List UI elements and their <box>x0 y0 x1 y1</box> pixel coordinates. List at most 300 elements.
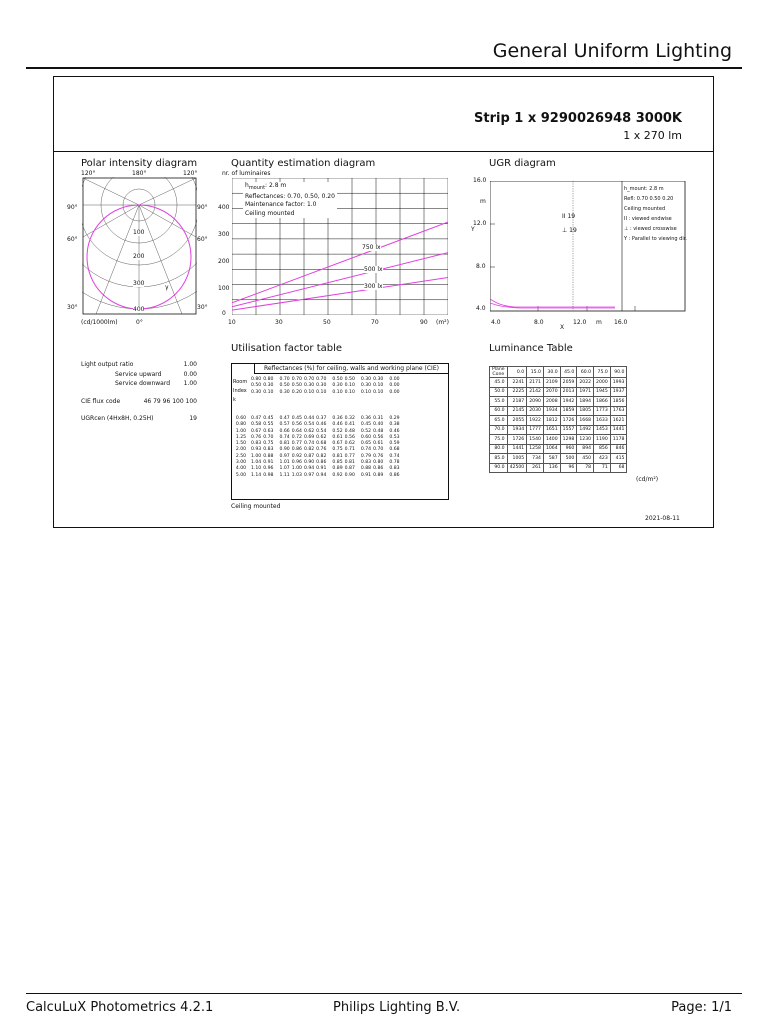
lum-cell: 1773 <box>594 406 611 416</box>
util-cell: 0.61 <box>332 434 343 440</box>
util-cell: 0.30 <box>251 389 262 395</box>
util-cell: 0.97 <box>279 453 290 459</box>
util-cell: 0.10 <box>303 389 315 395</box>
lum-cell: 1557 <box>560 425 577 435</box>
util-cell: 0.30 <box>373 377 384 382</box>
lum-cell: 1621 <box>610 416 627 426</box>
lum-row <box>490 406 627 416</box>
util-cell: 0.94 <box>316 472 327 478</box>
product-flux: 1 x 270 lm <box>623 129 682 142</box>
lum-cell: 1540 <box>527 435 544 445</box>
quantity-xtick-30: 30 <box>275 319 283 326</box>
polar-label-30-right: 30° <box>197 304 208 311</box>
util-cell: 0.52 <box>332 428 343 434</box>
lum-cell: 2070 <box>543 387 560 397</box>
util-cell: 0.64 <box>291 428 302 434</box>
util-cell: 0.50 <box>279 383 290 389</box>
util-cell: 0.74 <box>303 441 315 447</box>
lum-col-header: 30.0 <box>543 367 560 378</box>
lum-cell: 1763 <box>610 406 627 416</box>
util-cell: 1.00 <box>291 466 302 472</box>
polar-bottom-angle: 0° <box>136 319 143 326</box>
lum-row <box>490 435 627 445</box>
lum-cell: 261 <box>527 463 544 473</box>
footer-rule <box>26 993 742 994</box>
lum-cell: 1492 <box>577 425 594 435</box>
util-cell: 0.66 <box>279 428 290 434</box>
util-table-box <box>231 363 449 500</box>
lum-cell: 846 <box>610 444 627 454</box>
util-cell: 0.88 <box>360 466 372 472</box>
quantity-line-label-300: 300 lx <box>364 283 383 290</box>
lum-cell: 856 <box>594 444 611 454</box>
lum-cell: 1971 <box>577 387 594 397</box>
frame-divider <box>53 151 714 152</box>
lum-cell: 1298 <box>560 435 577 445</box>
lum-cell: 2109 <box>543 378 560 388</box>
util-cell: 0.90 <box>279 447 290 453</box>
util-cell: 0.52 <box>360 428 372 434</box>
util-cell: 0.30 <box>360 377 372 382</box>
polar-label-30-left: 30° <box>67 304 78 311</box>
lum-cell: 423 <box>594 454 611 464</box>
ugr-xletter: X <box>560 324 565 331</box>
polar-r200: 200 <box>133 253 145 260</box>
util-cell: 0.00 <box>389 389 400 395</box>
util-cell: 0.54 <box>316 428 327 434</box>
util-cell: 0.98 <box>263 472 274 478</box>
util-cell: 0.37 <box>316 416 327 421</box>
lum-cell: 71 <box>594 463 611 473</box>
quantity-ytick-300: 300 <box>218 231 230 238</box>
util-cell: 0.83 <box>389 466 400 472</box>
page-title: General Uniform Lighting <box>492 40 732 62</box>
lum-corner: Plane Cone <box>490 367 508 378</box>
util-cell: 0.68 <box>389 447 400 453</box>
util-cell: 0.83 <box>263 447 274 453</box>
util-cell: 0.90 <box>303 460 315 466</box>
quantity-legend <box>243 182 337 218</box>
util-cell: 0.29 <box>389 416 400 421</box>
util-header: Reflectances (%) for ceiling, walls and working plane (CIE) <box>254 364 448 374</box>
util-cell: 0.74 <box>389 453 400 459</box>
lum-cell: 1934 <box>543 406 560 416</box>
lum-cell: 1453 <box>594 425 611 435</box>
util-cell: 0.80 <box>373 460 384 466</box>
util-room-index: 5.00 <box>235 472 247 478</box>
util-cell: 0.87 <box>303 453 315 459</box>
util-cell: 0.70 <box>303 377 315 382</box>
lum-cell: 1651 <box>543 425 560 435</box>
util-cell: 0.10 <box>332 389 343 395</box>
lum-cell: 894 <box>577 444 594 454</box>
quantity-ytick-100: 100 <box>218 285 230 292</box>
ugr-legend-hmount: h_mount: 2.8 m <box>624 186 664 192</box>
util-cell: 0.75 <box>263 441 274 447</box>
quantity-legend-refl: Reflectances: 0.70, 0.50, 0.20 <box>245 192 335 200</box>
util-cell: 0.79 <box>360 453 372 459</box>
util-cell: 0.38 <box>389 422 400 428</box>
ugr-legend-y: Y : Parallel to viewing dir. <box>624 236 687 242</box>
quantity-xtick-50: 50 <box>323 319 331 326</box>
ugr-legend <box>624 184 687 244</box>
util-row <box>232 429 401 435</box>
lum-cell: 2142 <box>527 387 544 397</box>
util-cell: 0.62 <box>344 441 355 447</box>
lum-cell: 2030 <box>527 406 544 416</box>
util-cell: 0.65 <box>360 441 372 447</box>
lum-cone: 80.0 <box>490 444 508 454</box>
util-cell: 1.01 <box>279 460 290 466</box>
util-cell: 0.83 <box>251 441 262 447</box>
summary-cie: CIE flux code 46 79 96 100 100 <box>81 397 197 405</box>
util-cell: 0.30 <box>360 383 372 389</box>
polar-label-120-left: 120° <box>81 170 96 177</box>
quantity-xtick-70: 70 <box>371 319 379 326</box>
lum-cell: 1230 <box>577 435 594 445</box>
lum-cell: 136 <box>543 463 560 473</box>
lum-cell: 1856 <box>610 397 627 407</box>
util-cell: 0.58 <box>251 422 262 428</box>
util-room-index: 1.50 <box>235 441 247 447</box>
util-cell: 0.36 <box>360 416 372 421</box>
util-cell: 0.50 <box>251 383 262 389</box>
util-cell: 0.47 <box>251 416 262 421</box>
footer-page: Page: 1/1 <box>671 1000 732 1015</box>
quantity-line-500-lx <box>232 253 448 307</box>
ugr-mark-endwise: II 19 <box>562 213 576 220</box>
quantity-ytick-400: 400 <box>218 204 230 211</box>
util-cell: 0.89 <box>373 472 384 478</box>
util-cell: 0.87 <box>344 466 355 472</box>
util-cell: 1.14 <box>251 472 262 478</box>
util-cell: 0.96 <box>263 466 274 472</box>
util-cell: 0.30 <box>332 383 343 389</box>
polar-label-120-right: 120° <box>183 170 198 177</box>
util-cell: 0.76 <box>251 434 262 440</box>
lum-cone: 65.0 <box>490 416 508 426</box>
util-cell: 0.94 <box>303 466 315 472</box>
lum-cell: 2013 <box>560 387 577 397</box>
product-name: Strip 1 x 9290026948 3000K <box>474 111 682 126</box>
lum-cell: 1005 <box>507 454 527 464</box>
lum-col-header: 0.0 <box>507 367 527 378</box>
ugr-ytick-12: 12.0 <box>473 220 487 227</box>
util-cell: 0.46 <box>316 422 327 428</box>
ugr-legend-refl: Refl: 0.70 0.50 0.20 <box>624 196 674 202</box>
lum-cell: 500 <box>560 454 577 464</box>
util-data-table <box>232 416 401 479</box>
lum-cell: 1441 <box>610 425 627 435</box>
util-cell: 0.55 <box>263 422 274 428</box>
lum-row <box>490 387 627 397</box>
lum-cell: 1400 <box>543 435 560 445</box>
lum-col-header: 15.0 <box>527 367 544 378</box>
lum-col-header: 60.0 <box>577 367 594 378</box>
lum-cell: 96 <box>560 463 577 473</box>
quantity-title: Quantity estimation diagram <box>231 158 376 169</box>
lum-cell: 2225 <box>507 387 527 397</box>
util-cell: 0.30 <box>279 389 290 395</box>
polar-unit: (cd/1000lm) <box>81 319 118 326</box>
lum-cell: 1633 <box>594 416 611 426</box>
lum-cell: 1945 <box>594 387 611 397</box>
util-cell: 0.86 <box>316 460 327 466</box>
util-cell: 0.67 <box>332 441 343 447</box>
ugr-xtick-16: 16.0 <box>614 319 628 326</box>
util-cell: 0.44 <box>303 416 315 421</box>
lum-cell: 1178 <box>610 435 627 445</box>
util-cell: 0.88 <box>263 453 274 459</box>
quantity-line-label-500: 500 lx <box>364 266 383 273</box>
util-title: Utilisation factor table <box>231 343 343 354</box>
util-cell: 0.96 <box>291 460 302 466</box>
lum-cone: 60.0 <box>490 406 508 416</box>
util-cell: 0.31 <box>373 416 384 421</box>
footer-software: CalcuLuX Photometrics 4.2.1 <box>26 1000 214 1015</box>
util-cell: 0.46 <box>332 422 343 428</box>
util-cell: 0.69 <box>303 434 315 440</box>
util-cell: 0.82 <box>316 453 327 459</box>
util-cell: 0.60 <box>360 434 372 440</box>
util-cell: 0.54 <box>303 422 315 428</box>
util-room-index: 1.00 <box>235 428 247 434</box>
util-refl-table <box>232 377 401 396</box>
util-cell: 0.10 <box>373 383 384 389</box>
lum-row <box>490 378 627 388</box>
util-cell: 0.81 <box>279 441 290 447</box>
lum-header-row <box>490 367 627 378</box>
util-cell: 0.45 <box>263 416 274 421</box>
util-cell: 0.45 <box>291 416 302 421</box>
util-cell: 0.70 <box>263 434 274 440</box>
summary-ugr: UGRcen (4Hx8H, 0.25H) 19 <box>81 415 197 422</box>
util-room-index: 2.50 <box>235 453 247 459</box>
util-cell: 0.82 <box>303 447 315 453</box>
ugr-legend-endwise: II : viewed endwise <box>624 216 672 222</box>
lum-cell: 1258 <box>527 444 544 454</box>
lum-cone: 90.0 <box>490 463 508 473</box>
lum-cell: 415 <box>610 454 627 464</box>
util-cell: 0.80 <box>263 377 274 382</box>
util-cell: 0.56 <box>373 434 384 440</box>
lum-cell: 2000 <box>594 378 611 388</box>
util-cell: 1.00 <box>251 453 262 459</box>
util-refl-row <box>232 383 401 389</box>
quantity-line-300-lx <box>232 278 448 311</box>
lum-title: Luminance Table <box>489 343 573 354</box>
lum-col-header: 45.0 <box>560 367 577 378</box>
util-cell: 0.86 <box>291 447 302 453</box>
lum-cell: 2090 <box>527 397 544 407</box>
util-cell: 0.77 <box>344 453 355 459</box>
quantity-line-750-lx <box>232 222 448 303</box>
lum-row <box>490 425 627 435</box>
lum-cell: 2187 <box>507 397 527 407</box>
quantity-ylabel: nr. of luminaires <box>222 170 271 177</box>
lum-cell: 1812 <box>543 416 560 426</box>
util-spacer <box>232 390 250 396</box>
ugr-ytick-4: 4.0 <box>476 305 486 312</box>
quantity-xtick-90: 90 <box>420 319 428 326</box>
ugr-ym: m <box>480 198 486 205</box>
util-refl-row <box>232 390 401 396</box>
util-cell: 1.10 <box>251 466 262 472</box>
quantity-line-label-750: 750 lx <box>362 244 381 251</box>
util-cell: 0.36 <box>332 416 343 421</box>
util-cell: 0.76 <box>316 447 327 453</box>
ugr-ytick-16: 16.0 <box>473 177 487 184</box>
util-cell: 0.74 <box>279 434 290 440</box>
util-cell: 0.81 <box>344 460 355 466</box>
util-cell: 0.91 <box>360 472 372 478</box>
summary-up: Service upward 0.00 <box>115 370 197 378</box>
lum-cell: 1942 <box>560 397 577 407</box>
util-cell: 0.20 <box>291 389 302 395</box>
lum-row <box>490 463 627 473</box>
lum-unit: (cd/m²) <box>636 476 659 483</box>
util-cell: 0.78 <box>389 460 400 466</box>
ugr-xtick-12: 12.0 <box>573 319 587 326</box>
lum-cell: 2022 <box>577 378 594 388</box>
lum-cone: 45.0 <box>490 378 508 388</box>
util-note: Ceiling mounted <box>231 503 281 510</box>
lum-cell: 1894 <box>577 397 594 407</box>
util-cell: 0.10 <box>344 383 355 389</box>
util-cell: 0.92 <box>332 472 343 478</box>
util-room-index: 3.00 <box>235 460 247 466</box>
ugr-ytick-8: 8.0 <box>476 263 486 270</box>
util-cell: 0.68 <box>316 441 327 447</box>
lum-cell: 2055 <box>507 416 527 426</box>
lum-cone: 50.0 <box>490 387 508 397</box>
lum-cell: 1922 <box>527 416 544 426</box>
util-cell: 0.77 <box>291 441 302 447</box>
util-cell: 0.62 <box>303 428 315 434</box>
lum-cell: 1866 <box>594 397 611 407</box>
luminance-table <box>489 366 627 473</box>
util-cell: 0.50 <box>332 377 343 382</box>
util-cell: 0.10 <box>316 389 327 395</box>
util-room-index: 0.80 <box>235 422 247 428</box>
util-cell: 1.07 <box>279 466 290 472</box>
ugr-legend-crosswise: ⊥ : viewed crosswise <box>624 226 677 232</box>
summary-down: Service downward 1.00 <box>115 380 197 387</box>
util-cell: 0.93 <box>251 447 262 453</box>
util-cell: 0.86 <box>389 472 400 478</box>
polar-gamma: γ <box>165 284 169 291</box>
polar-label-90-left: 90° <box>67 204 78 211</box>
quantity-legend-mount: Ceiling mounted <box>245 209 295 217</box>
lum-cell: 2171 <box>527 378 544 388</box>
lum-row <box>490 416 627 426</box>
summary-block <box>81 360 197 424</box>
lum-cell: 2241 <box>507 378 527 388</box>
util-room-index: 2.00 <box>235 447 247 453</box>
summary-lor: Light output ratio 1.00 <box>81 361 197 368</box>
lum-cell: 734 <box>527 454 544 464</box>
lum-cell: 1993 <box>610 378 627 388</box>
util-cell: 0.40 <box>373 422 384 428</box>
util-cell: 0.63 <box>263 428 274 434</box>
ugr-xm: m <box>596 319 602 326</box>
lum-cell: 1934 <box>507 425 527 435</box>
util-cell: 0.50 <box>291 383 302 389</box>
util-room-label: Room Index k <box>233 379 248 403</box>
lum-cell: 1726 <box>560 416 577 426</box>
lum-cell: 78 <box>577 463 594 473</box>
util-cell: 0.48 <box>344 428 355 434</box>
quantity-xtick-10: 10 <box>228 319 236 326</box>
header-rule <box>26 67 742 69</box>
util-cell: 0.91 <box>316 466 327 472</box>
lum-cone: 85.0 <box>490 454 508 464</box>
util-cell: 1.03 <box>291 472 302 478</box>
util-room-index: 0.60 <box>235 416 247 421</box>
util-cell: 0.74 <box>360 447 372 453</box>
util-cell: 0.72 <box>291 434 302 440</box>
util-cell: 0.56 <box>344 434 355 440</box>
lum-cell: 1064 <box>543 444 560 454</box>
lum-cell: 1805 <box>577 406 594 416</box>
polar-r400: 400 <box>133 306 145 313</box>
lum-cell: 1668 <box>577 416 594 426</box>
util-cell: 0.50 <box>344 377 355 382</box>
util-cell: 0.57 <box>279 422 290 428</box>
ugr-xtick-4: 4.0 <box>491 319 501 326</box>
util-cell: 0.90 <box>344 472 355 478</box>
util-cell: 0.71 <box>344 447 355 453</box>
util-cell: 0.85 <box>332 460 343 466</box>
util-cell: 0.47 <box>279 416 290 421</box>
util-cell: 0.30 <box>316 383 327 389</box>
util-row <box>232 422 401 428</box>
lum-cell: 587 <box>543 454 560 464</box>
util-cell: 0.59 <box>389 441 400 447</box>
ugr-title: UGR diagram <box>489 158 556 169</box>
util-cell: 0.70 <box>373 447 384 453</box>
ugr-mark-crosswise: ⊥ 19 <box>562 227 577 234</box>
util-cell: 0.00 <box>389 377 400 382</box>
util-row <box>232 447 401 453</box>
util-cell: 0.75 <box>332 447 343 453</box>
util-cell: 0.30 <box>263 383 274 389</box>
util-cell: 0.83 <box>360 460 372 466</box>
util-cell: 0.61 <box>373 441 384 447</box>
util-room-index: 4.00 <box>235 466 247 472</box>
util-cell: 0.70 <box>316 377 327 382</box>
util-room-index: 1.25 <box>235 434 247 440</box>
lum-cell: 1190 <box>594 435 611 445</box>
lum-col-header: 75.0 <box>594 367 611 378</box>
quantity-xunit: (m²) <box>436 319 449 326</box>
lum-cell: 42500 <box>507 463 527 473</box>
util-cell: 0.30 <box>303 383 315 389</box>
footer-company: Philips Lighting B.V. <box>333 1000 461 1015</box>
util-cell: 0.00 <box>389 383 400 389</box>
polar-r300: 300 <box>133 280 145 287</box>
util-row <box>232 466 401 472</box>
util-cell: 0.80 <box>251 377 262 382</box>
lum-cell: 68 <box>610 463 627 473</box>
polar-label-90-right: 90° <box>197 204 208 211</box>
ugr-xtick-8: 8.0 <box>534 319 544 326</box>
lum-col-header: 90.0 <box>610 367 627 378</box>
lum-cell: 2008 <box>543 397 560 407</box>
util-cell: 0.10 <box>373 389 384 395</box>
quantity-ytick-0: 0 <box>222 310 226 317</box>
quantity-legend-hmount: $h_{mount}$: 2.8 m <box>245 182 287 192</box>
